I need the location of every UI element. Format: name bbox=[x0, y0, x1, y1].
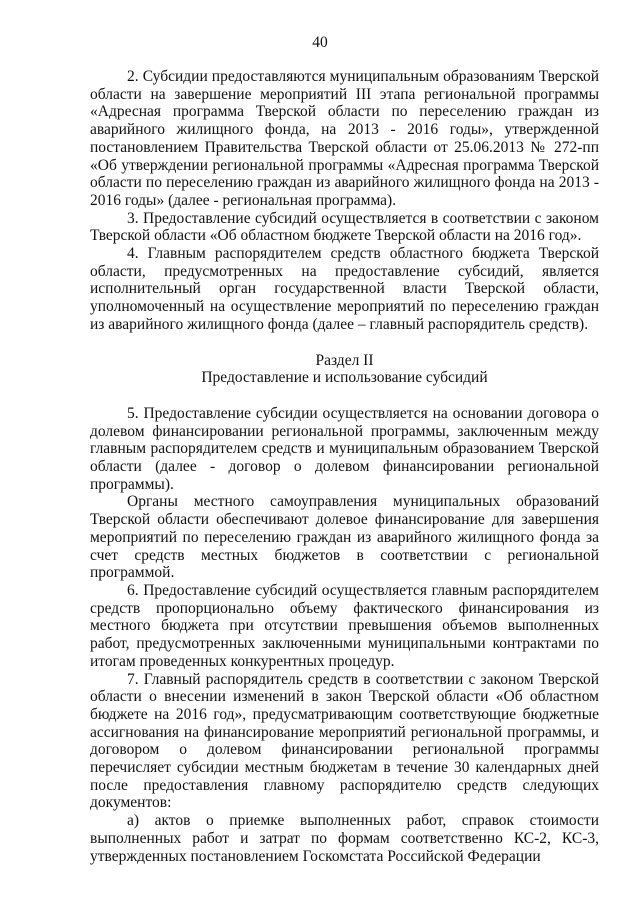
spacer bbox=[90, 334, 599, 352]
spacer bbox=[90, 387, 599, 405]
page-number: 40 bbox=[312, 34, 328, 51]
paragraph-6: 6. Предоставление субсидий осуществляется главным распорядителем средств пропорционально объему фактического финансирования из местного бюджета при отсутствии превышения объемов выполненных работ, предусмотренных заключенными муниципальными контрактами по итогам проведенных конкурентных процедур. bbox=[90, 581, 599, 670]
paragraph-2: 2. Субсидии предоставляются муниципальным образованиям Тверской области на завершение мероприятий III этапа региональной программы «Адресная программа Тверской области по переселению граждан из аварийного жилищного фонда, на 2013 - 2016 годы», утвержденной постановлением Правительства Тверской области от 25.06.2013 № 272-пп «Об утверждении региональной программы «Адресная программа Тверской области по переселению граждан из аварийного жилищного фонда на 2013 - 2016 годы» (далее - региональная программа). bbox=[90, 68, 599, 209]
document-body bbox=[90, 68, 599, 865]
paragraph-local-authorities: Органы местного самоуправления муниципальных образований Тверской области обеспечивают долевое финансирование для завершения мероприятий по переселению граждан из аварийного жилищного фонда за счет средств местных бюджетов в соответствии с региональной программой. bbox=[90, 493, 599, 582]
paragraph-7a: а) актов о приемке выполненных работ, справок стоимости выполненных работ и затрат по формам соответственно КС-2, КС-3, утвержденных постановлением Госкомстата Российской Федерации bbox=[90, 812, 599, 865]
paragraph-3: 3. Предоставление субсидий осуществляется в соответствии с законом Тверской области «Об областном бюджете Тверской области на 2016 год». bbox=[90, 209, 599, 245]
paragraph-5: 5. Предоставление субсидии осуществляется на основании договора о долевом финансировании региональной программы, заключенным между главным распорядителем средств и муниципальным образованием Тверской области (далее - договор о долевом финансировании региональной программы). bbox=[90, 404, 599, 493]
section-title: Предоставление и использование субсидий bbox=[201, 369, 488, 387]
section-number: Раздел II bbox=[315, 351, 374, 369]
paragraph-7: 7. Главный распорядитель средств в соответствии с законом Тверской области о внесении изменений в закон Тверской области «Об областном бюджете на 2016 год», предусматривающим соответствующие бюджетные ассигнования на финансирование мероприятий региональной программы, и договором о долевом финансировании региональной программы перечисляет субсидии местным бюджетам в течение 30 календарных дней после предоставления главному распорядителю средств следующих документов: bbox=[90, 670, 599, 812]
paragraph-4: 4. Главным распорядителем средств областного бюджета Тверской области, предусмотренных на предоставление субсидий, является исполнительный орган государственной власти Тверской области, уполномоченный на осуществление мероприятий по переселению граждан из аварийного жилищного фонда (далее – главный распорядитель средств). bbox=[90, 245, 599, 333]
